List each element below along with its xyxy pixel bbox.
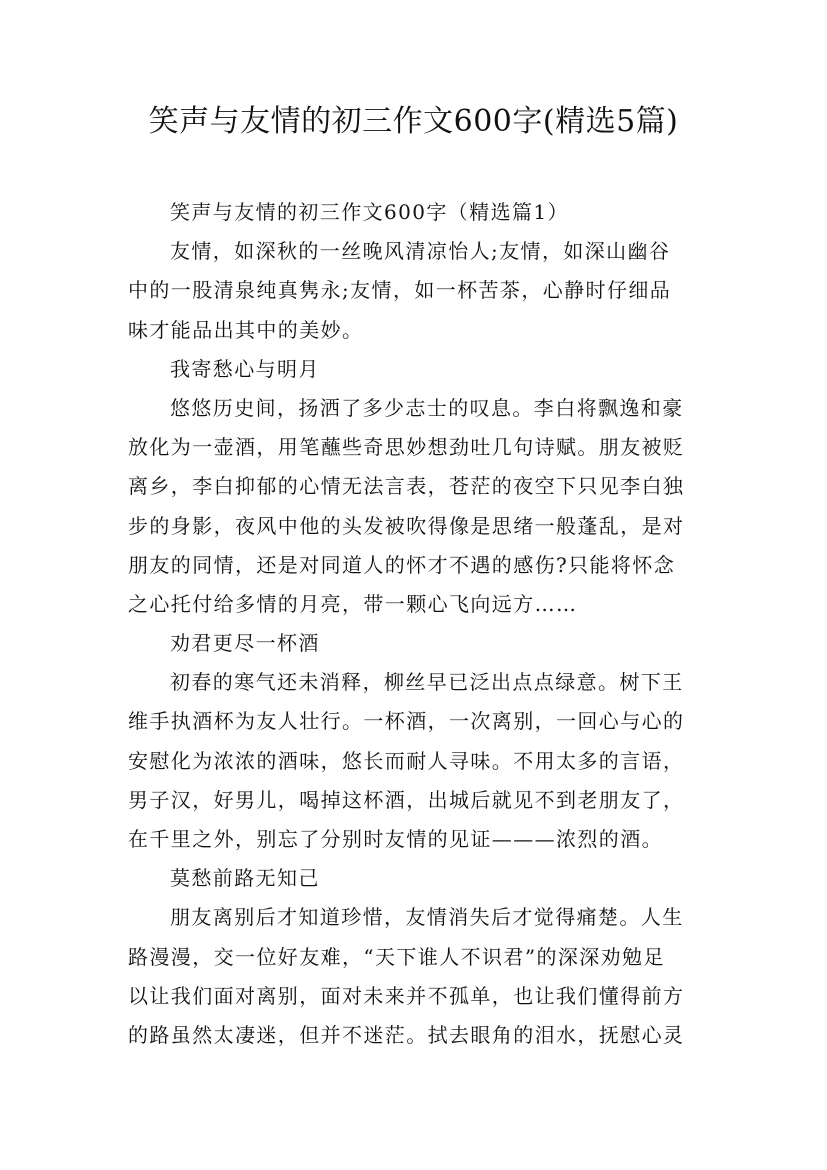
text-line: 劝君更尽一杯酒 xyxy=(170,631,320,656)
text-line: 朋友的同情，还是对同道人的怀才不遇的感伤?只能将怀念 xyxy=(128,552,676,577)
text-line: 离乡，李白抑郁的心情无法言表，苍茫的夜空下只见李白独 xyxy=(128,474,685,499)
document-body xyxy=(128,193,714,1055)
text-line: 路漫漫，交一位好友难，“天下谁人不识君”的深深劝勉足 xyxy=(128,944,665,969)
text-line: 步的身影，夜风中他的头发被吹得像是思绪一般蓬乱，是对 xyxy=(128,513,685,538)
text-line: 我寄愁心与明月 xyxy=(170,356,320,381)
text-line: 友情，如深秋的一丝晚风清凉怡人;友情，如深山幽谷 xyxy=(170,239,671,264)
text-line: 在千里之外，别忘了分别时友情的见证———浓烈的酒。 xyxy=(128,827,663,851)
text-line: 男子汉，好男儿，喝掉这杯酒，出城后就见不到老朋友了， xyxy=(128,787,685,812)
text-line: 初春的寒气还未消释，柳丝早已泛出点点绿意。树下王 xyxy=(170,670,684,695)
text-line: 之心托付给多情的月亮，带一颗心飞向远方…… xyxy=(128,591,578,616)
text-line: 放化为一壶酒，用笔蘸些奇思妙想劲吐几句诗赋。朋友被贬 xyxy=(128,435,685,460)
text-line: 的路虽然太凄迷，但并不迷茫。拭去眼角的泪水，抚慰心灵 xyxy=(128,1022,685,1047)
text-line: 安慰化为浓浓的酒味，悠长而耐人寻味。不用太多的言语， xyxy=(128,748,685,773)
text-line: 笑声与友情的初三作文600字（精选篇1） xyxy=(170,200,569,224)
text-line: 以让我们面对离别，面对未来并不孤单，也让我们懂得前方 xyxy=(128,983,685,1008)
text-line: 莫愁前路无知己 xyxy=(170,866,320,891)
text-line: 中的一股清泉纯真隽永;友情，如一杯苦茶，心静时仔细品 xyxy=(128,278,672,303)
text-line: 维手执酒杯为友人壮行。一杯酒，一次离别，一回心与心的 xyxy=(128,709,685,734)
document-title: 笑声与友情的初三作文600字(精选5篇) xyxy=(148,104,679,139)
text-line: 味才能品出其中的美妙。 xyxy=(128,317,364,342)
text-line: 朋友离别后才知道珍惜，友情消失后才觉得痛楚。人生 xyxy=(170,905,684,930)
text-line: 悠悠历史间，扬洒了多少志士的叹息。李白将飘逸和豪 xyxy=(170,395,684,420)
